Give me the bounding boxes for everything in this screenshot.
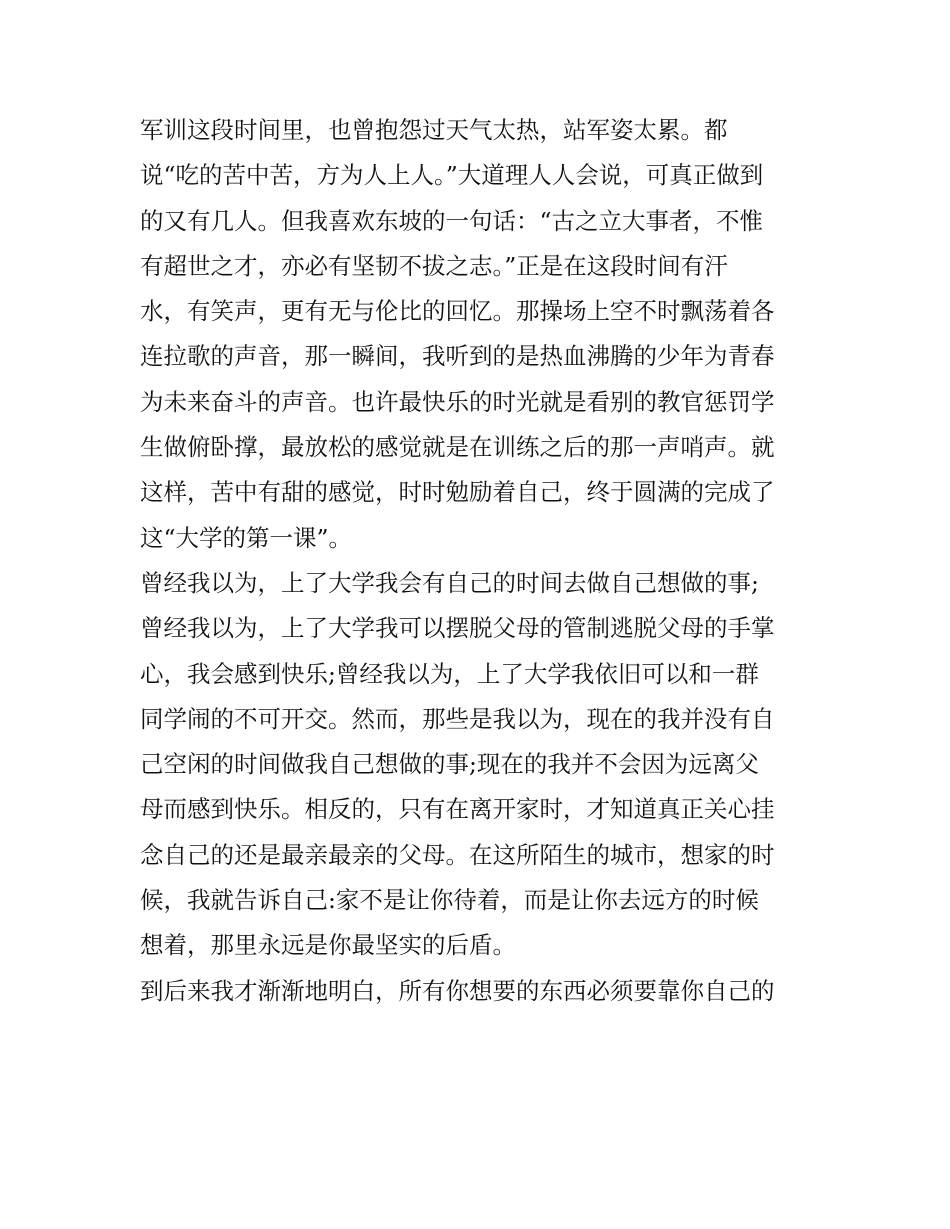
text-line: 生做俯卧撑，最放松的感觉就是在训练之后的那一声哨声。就 — [140, 433, 775, 462]
text-line: 水，有笑声，更有无与伦比的回忆。那操场上空不时飘荡着各 — [140, 297, 775, 326]
text-line: 为未来奋斗的声音。也许最快乐的时光就是看别的教官惩罚学 — [140, 387, 775, 416]
text-line: 这样，苦中有甜的感觉，时时勉励着自己，终于圆满的完成了 — [140, 478, 775, 507]
text-line: 到后来我才渐渐地明白，所有你想要的东西必须要靠你自己的 — [140, 976, 775, 1005]
text-line: 军训这段时间里，也曾抱怨过天气太热，站军姿太累。都 — [140, 116, 728, 144]
text-line: 同学闹的不可开交。然而，那些是我以为，现在的我并没有自 — [140, 704, 775, 733]
text-line: 有超世之才，亦必有坚韧不拔之志。”正是在这段时间有汗 — [140, 251, 728, 280]
text-line: 的又有几人。但我喜欢东坡的一句话：“古之立大事者，不惟 — [140, 206, 764, 235]
text-line: 念自己的还是最亲最亲的父母。在这所陌生的城市，想家的时 — [140, 840, 775, 869]
text-line: 这“大学的第一课”。 — [140, 523, 353, 552]
text-line: 说“吃的苦中苦，方为人上人。”大道理人人会说，可真正做到 — [140, 161, 764, 190]
text-line: 母而感到快乐。相反的，只有在离开家时，才知道真正关心挂 — [140, 795, 775, 824]
text-line: 己空闲的时间做我自己想做的事;现在的我并不会因为远离父 — [140, 750, 759, 779]
text-line: 连拉歌的声音，那一瞬间，我听到的是热血沸腾的少年为青春 — [140, 342, 775, 371]
text-line: 曾经我以为，上了大学我会有自己的时间去做自己想做的事; — [140, 568, 759, 597]
text-line: 曾经我以为，上了大学我可以摆脱父母的管制逃脱父母的手掌 — [140, 614, 775, 643]
text-line: 心，我会感到快乐;曾经我以为，上了大学我依旧可以和一群 — [140, 659, 759, 688]
body-text — [140, 108, 830, 1014]
text-line: 想着，那里永远是你最坚实的后盾。 — [140, 931, 516, 960]
text-line: 候，我就告诉自己:家不是让你待着，而是让你去远方的时候 — [140, 886, 759, 915]
